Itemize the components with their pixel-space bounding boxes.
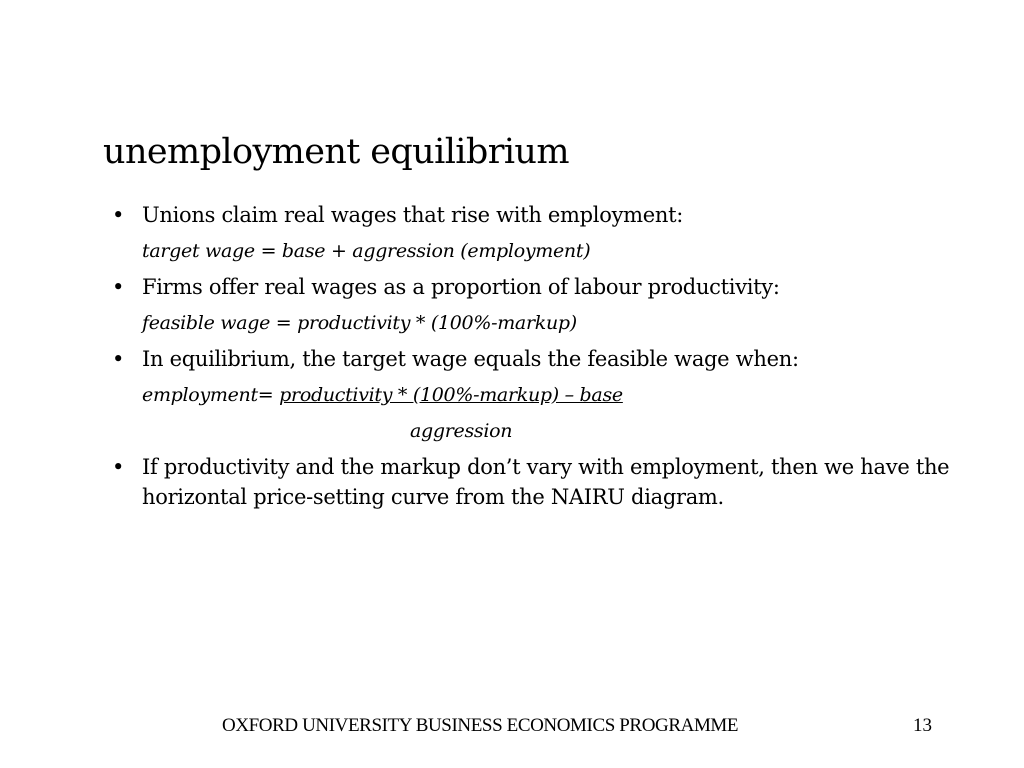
formula-lhs: employment=	[142, 384, 280, 406]
bullet-symbol: •	[112, 203, 125, 227]
bullet-symbol: •	[112, 455, 125, 479]
formula-denominator: aggression	[410, 420, 513, 442]
bullet-text: Unions claim real wages that rise with employment:	[142, 203, 684, 227]
employment-formula	[112, 380, 952, 410]
bullet-symbol: •	[112, 347, 125, 371]
bullet-list	[112, 200, 952, 518]
slide-title: unemployment equilibrium	[103, 132, 569, 172]
bullet-item	[112, 344, 952, 374]
bullet-item	[112, 452, 952, 512]
bullet-item	[112, 272, 952, 302]
bullet-item	[112, 200, 952, 230]
bullet-text: Firms offer real wages as a proportion of labour productivity:	[142, 275, 780, 299]
page-number: 13	[913, 715, 932, 736]
bullet-text: In equilibrium, the target wage equals the feasible wage when:	[142, 347, 799, 371]
target-wage-formula: target wage = base + aggression (employment)	[142, 240, 591, 262]
bullet-symbol: •	[112, 275, 125, 299]
footer-text: OXFORD UNIVERSITY BUSINESS ECONOMICS PROGRAMME	[222, 715, 739, 736]
formula-numerator: productivity * (100%-markup) – base	[279, 384, 623, 406]
bullet-text: If productivity and the markup don’t vary with employment, then we have the horizontal price-setting curve from the NAIRU diagram.	[142, 455, 950, 509]
feasible-wage-formula: feasible wage = productivity * (100%-markup)	[142, 312, 577, 334]
